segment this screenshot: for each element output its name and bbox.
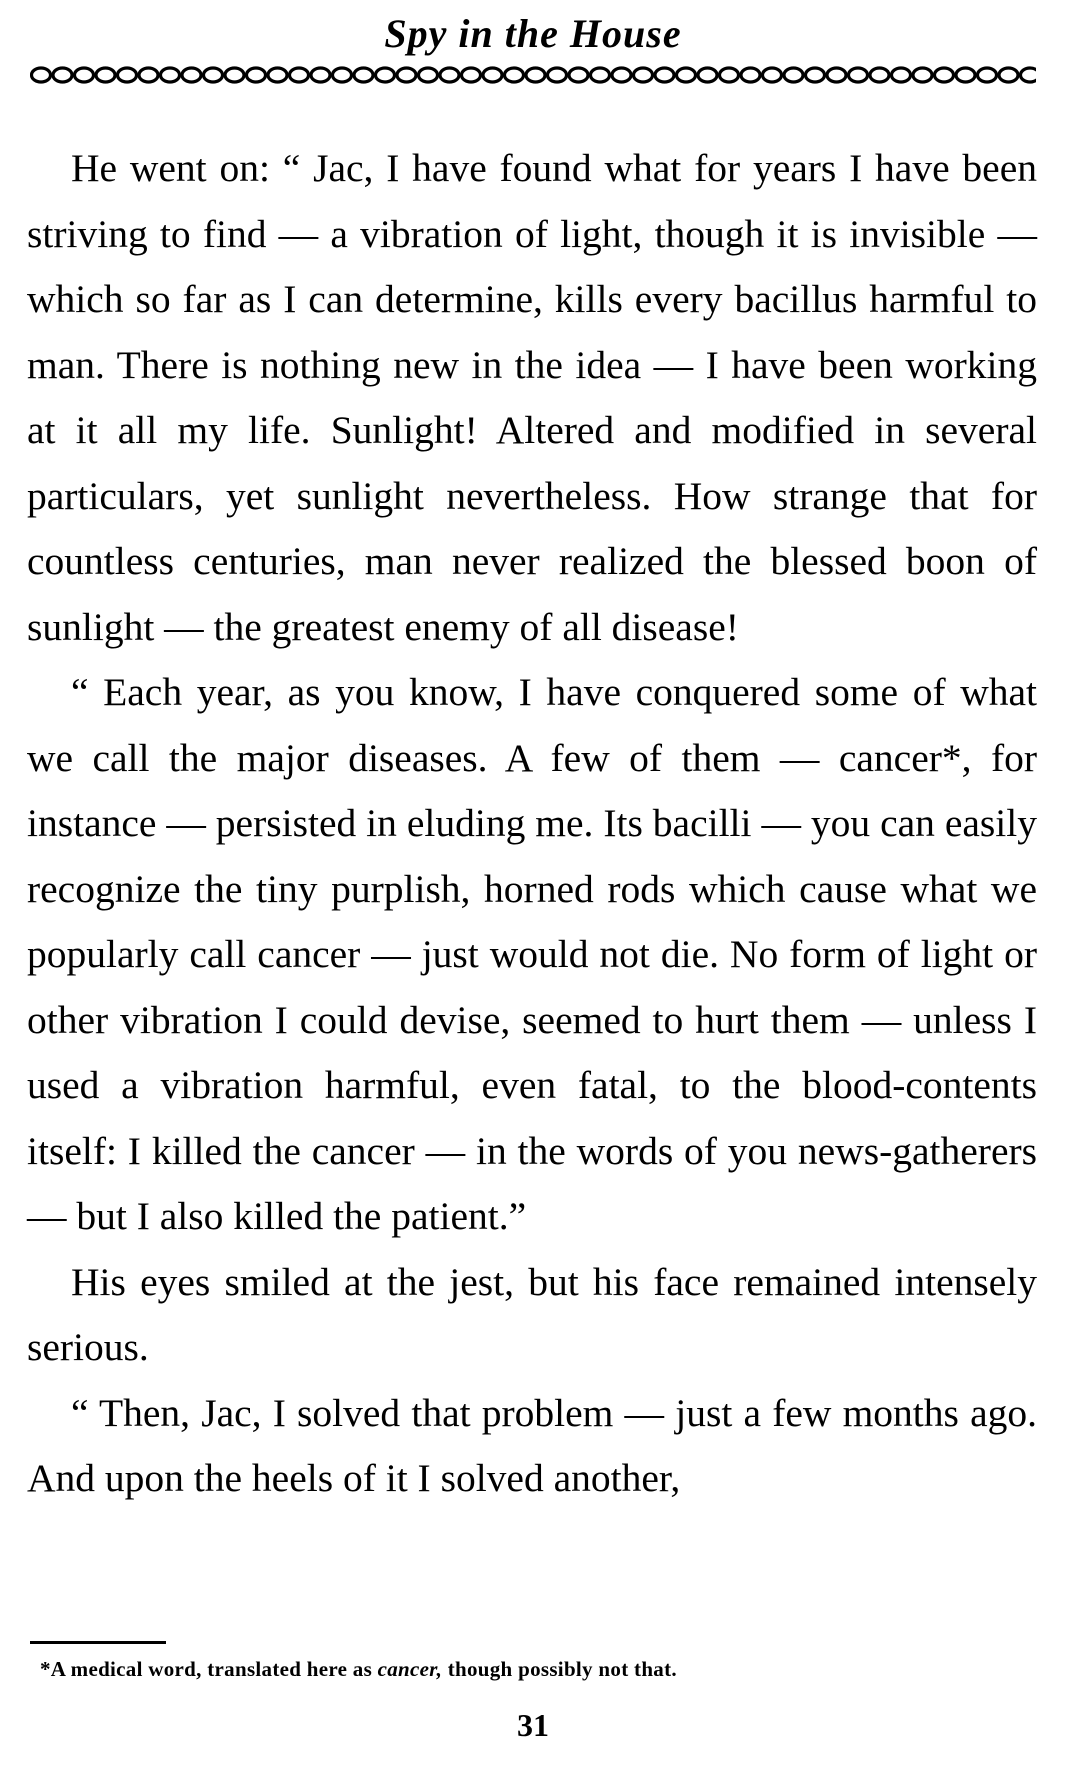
ornament-link [806,68,825,82]
ornament-link [204,68,223,82]
ornament-link [118,68,137,82]
ornament-link [849,68,868,82]
ornament-link [483,68,502,82]
ornament-link [419,68,438,82]
ornament-link [935,68,954,82]
paragraph-2: “ Each year, as you know, I have conquered some of what we call the major diseases. A few of them — cancer*, for instance — persisted in eluding me. Its bacilli — you can easily recognize the tiny purplish, horned rods which cause what we popularly call cancer — just would not die. No form of light or other vibration I could devise, seemed to hurt them — unless I used a vibration harmful, even fatal, to the blood-contents itself: I killed the cancer — in the words of you news-gatherers — but I also killed the patient.” [27,670,1037,1238]
ornament-link [569,68,588,82]
ornament-link [333,68,352,82]
ornament-link [505,68,524,82]
ornament-link [741,68,760,82]
ornament-link [720,68,739,82]
ornament-link [978,68,997,82]
ornament-link [462,68,481,82]
footnote-rule [30,1641,166,1644]
ornament-link [311,68,330,82]
ornament-link [225,68,244,82]
ornament-link [53,68,72,82]
ornament-link [591,68,610,82]
ornament-link [913,68,932,82]
ornament-link [354,68,373,82]
ornament-link [440,68,459,82]
ornament-link [956,68,975,82]
ornament-link [247,68,266,82]
ornament-link [784,68,803,82]
ornament-link [999,68,1018,82]
page-number: 31 [517,1707,549,1743]
footnote-suffix: though possibly not that. [442,1657,677,1681]
ornament-link [376,68,395,82]
ornament-link [139,68,158,82]
paragraph-4: “ Then, Jac, I solved that problem — just a few months ago. And upon the heels of it I solved another, [27,1390,1037,1500]
ornament-link [548,68,567,82]
ornament-link [75,68,94,82]
ornament-link [612,68,631,82]
ornament-link [870,68,889,82]
ornament-link [32,68,51,82]
ornament-link [397,68,416,82]
ornament-link [182,68,201,82]
ornament-link [655,68,674,82]
footnote [40,1657,1040,1682]
ornament-link [1021,68,1037,82]
ornamental-border [30,64,1036,86]
ornament-link [161,68,180,82]
ornament-link [96,68,115,82]
ornament-link [892,68,911,82]
ornament-link [634,68,653,82]
ornament-link [698,68,717,82]
ornament-link [763,68,782,82]
ornament-link [677,68,696,82]
paragraph-1: He went on: “ Jac, I have found what for years I have been striving to find — a vibration of light, though it is invisible — which so far as I can determine, kills every bacillus harmful to man. There is nothing new in the idea — I have been working at it all my life. Sunlight! Altered and modified in several particulars, yet sunlight nevertheless. How strange that for countless centuries, man never realized the blessed boon of sunlight — the greatest enemy of all disease! [27,146,1037,649]
ornament-link [290,68,309,82]
ornament-link [827,68,846,82]
footnote-prefix: *A medical word, translated here as [40,1657,378,1681]
running-title: Spy in the House [384,11,682,56]
ornament-link [268,68,287,82]
footnote-italic-word: cancer, [377,1657,443,1681]
body-text [27,136,1037,1512]
ornament-link [526,68,545,82]
paragraph-3: His eyes smiled at the jest, but his face remained intensely serious. [27,1259,1037,1369]
